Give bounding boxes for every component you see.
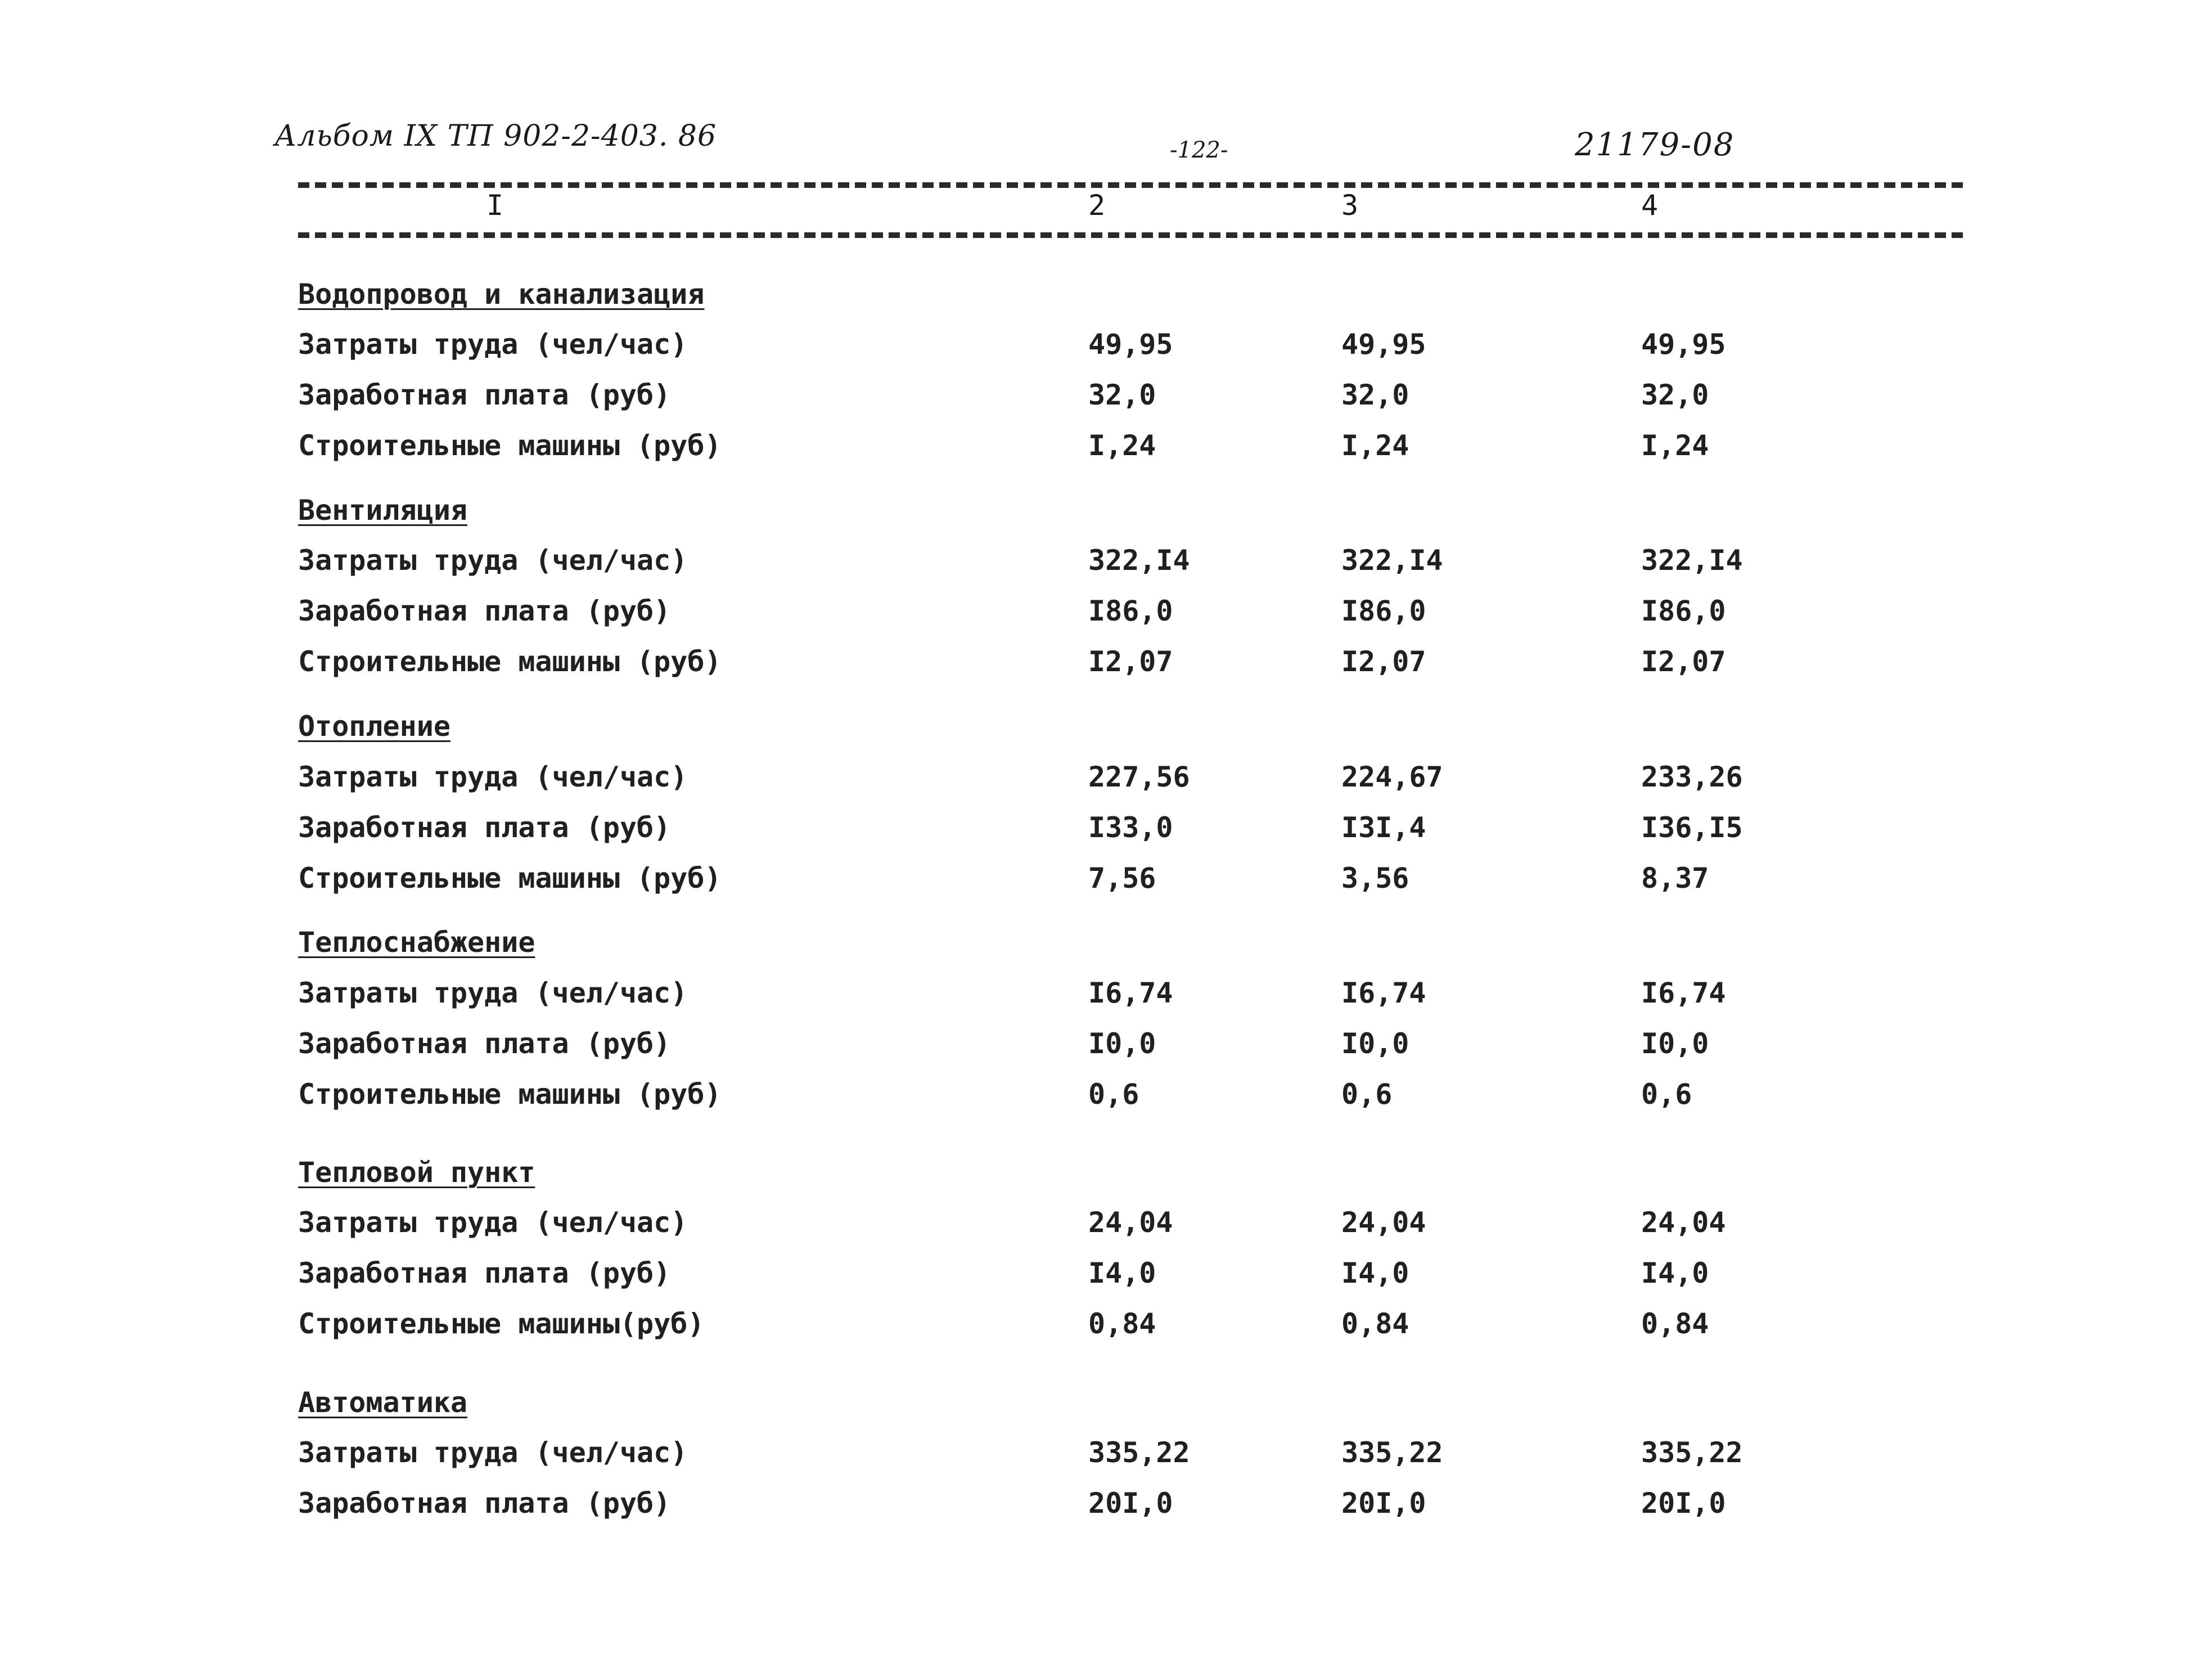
value-cell: 20I,0 [1641,1487,1726,1520]
row-label: Заработная плата (руб) [298,1027,671,1060]
album-reference: Альбом IX ТП 902-2-403. 86 [274,119,717,153]
row-label: Затраты труда (чел/час) [298,761,688,793]
value-cell: I33,0 [1088,811,1173,844]
value-cell: 0,6 [1088,1078,1139,1111]
value-cell: I86,0 [1641,595,1726,627]
value-cell: 0,6 [1341,1078,1393,1111]
page-number: -122- [1170,137,1228,163]
value-cell: 7,56 [1088,862,1156,895]
row-label: Затраты труда (чел/час) [298,544,688,577]
value-cell: 20I,0 [1341,1487,1426,1520]
value-cell: 322,I4 [1641,544,1743,577]
value-cell: 224,67 [1341,761,1443,793]
column-number-2: 2 [1088,189,1106,222]
row-label: Заработная плата (руб) [298,1257,671,1289]
header-rule-bottom [298,232,1963,238]
section-title: Теплоснабжение [298,926,535,959]
column-number-4: 4 [1641,189,1659,222]
value-cell: I3I,4 [1341,811,1426,844]
value-cell: I,24 [1641,429,1709,462]
value-cell: I2,07 [1341,645,1426,678]
value-cell: I2,07 [1088,645,1173,678]
row-label: Строительные машины(руб) [298,1307,705,1340]
value-cell: 335,22 [1641,1436,1743,1469]
value-cell: I,24 [1088,429,1156,462]
row-label: Строительные машины (руб) [298,645,722,678]
value-cell: 322,I4 [1341,544,1443,577]
value-cell: I0,0 [1641,1027,1709,1060]
value-cell: 49,95 [1088,328,1173,361]
value-cell: 49,95 [1341,328,1426,361]
value-cell: I6,74 [1341,977,1426,1009]
value-cell: I4,0 [1641,1257,1709,1289]
row-label: Затраты труда (чел/час) [298,1436,688,1469]
value-cell: 0,84 [1088,1307,1156,1340]
row-label: Строительные машины (руб) [298,429,722,462]
column-number-3: 3 [1341,189,1359,222]
value-cell: 32,0 [1088,379,1156,411]
value-cell: I36,I5 [1641,811,1743,844]
column-number-1: I [486,189,504,222]
value-cell: 3,56 [1341,862,1409,895]
value-cell: I86,0 [1088,595,1173,627]
row-label: Заработная плата (руб) [298,811,671,844]
row-label: Строительные машины (руб) [298,862,722,895]
value-cell: I,24 [1341,429,1409,462]
value-cell: 32,0 [1641,379,1709,411]
value-cell: 8,37 [1641,862,1709,895]
value-cell: I0,0 [1088,1027,1156,1060]
value-cell: 49,95 [1641,328,1726,361]
section-title: Водопровод и канализация [298,278,705,311]
value-cell: 20I,0 [1088,1487,1173,1520]
row-label: Заработная плата (руб) [298,595,671,627]
row-label: Заработная плата (руб) [298,1487,671,1520]
document-code: 21179-08 [1575,127,1735,163]
row-label: Строительные машины (руб) [298,1078,722,1111]
value-cell: I6,74 [1088,977,1173,1009]
section-title: Автоматика [298,1386,468,1419]
row-label: Затраты труда (чел/час) [298,977,688,1009]
row-label: Затраты труда (чел/час) [298,1206,688,1239]
value-cell: 24,04 [1341,1206,1426,1239]
section-title: Вентиляция [298,494,468,527]
value-cell: 233,26 [1641,761,1743,793]
header-rule-top [298,182,1963,188]
value-cell: I86,0 [1341,595,1426,627]
value-cell: 24,04 [1641,1206,1726,1239]
value-cell: 32,0 [1341,379,1409,411]
section-title: Тепловой пункт [298,1156,535,1189]
row-label: Заработная плата (руб) [298,379,671,411]
value-cell: 335,22 [1341,1436,1443,1469]
section-title: Отопление [298,710,450,743]
value-cell: 0,84 [1641,1307,1709,1340]
value-cell: I0,0 [1341,1027,1409,1060]
value-cell: 335,22 [1088,1436,1190,1469]
value-cell: 0,6 [1641,1078,1692,1111]
value-cell: 24,04 [1088,1206,1173,1239]
value-cell: 322,I4 [1088,544,1190,577]
value-cell: 227,56 [1088,761,1190,793]
row-label: Затраты труда (чел/час) [298,328,688,361]
value-cell: I4,0 [1341,1257,1409,1289]
value-cell: I6,74 [1641,977,1726,1009]
value-cell: I2,07 [1641,645,1726,678]
value-cell: I4,0 [1088,1257,1156,1289]
value-cell: 0,84 [1341,1307,1409,1340]
